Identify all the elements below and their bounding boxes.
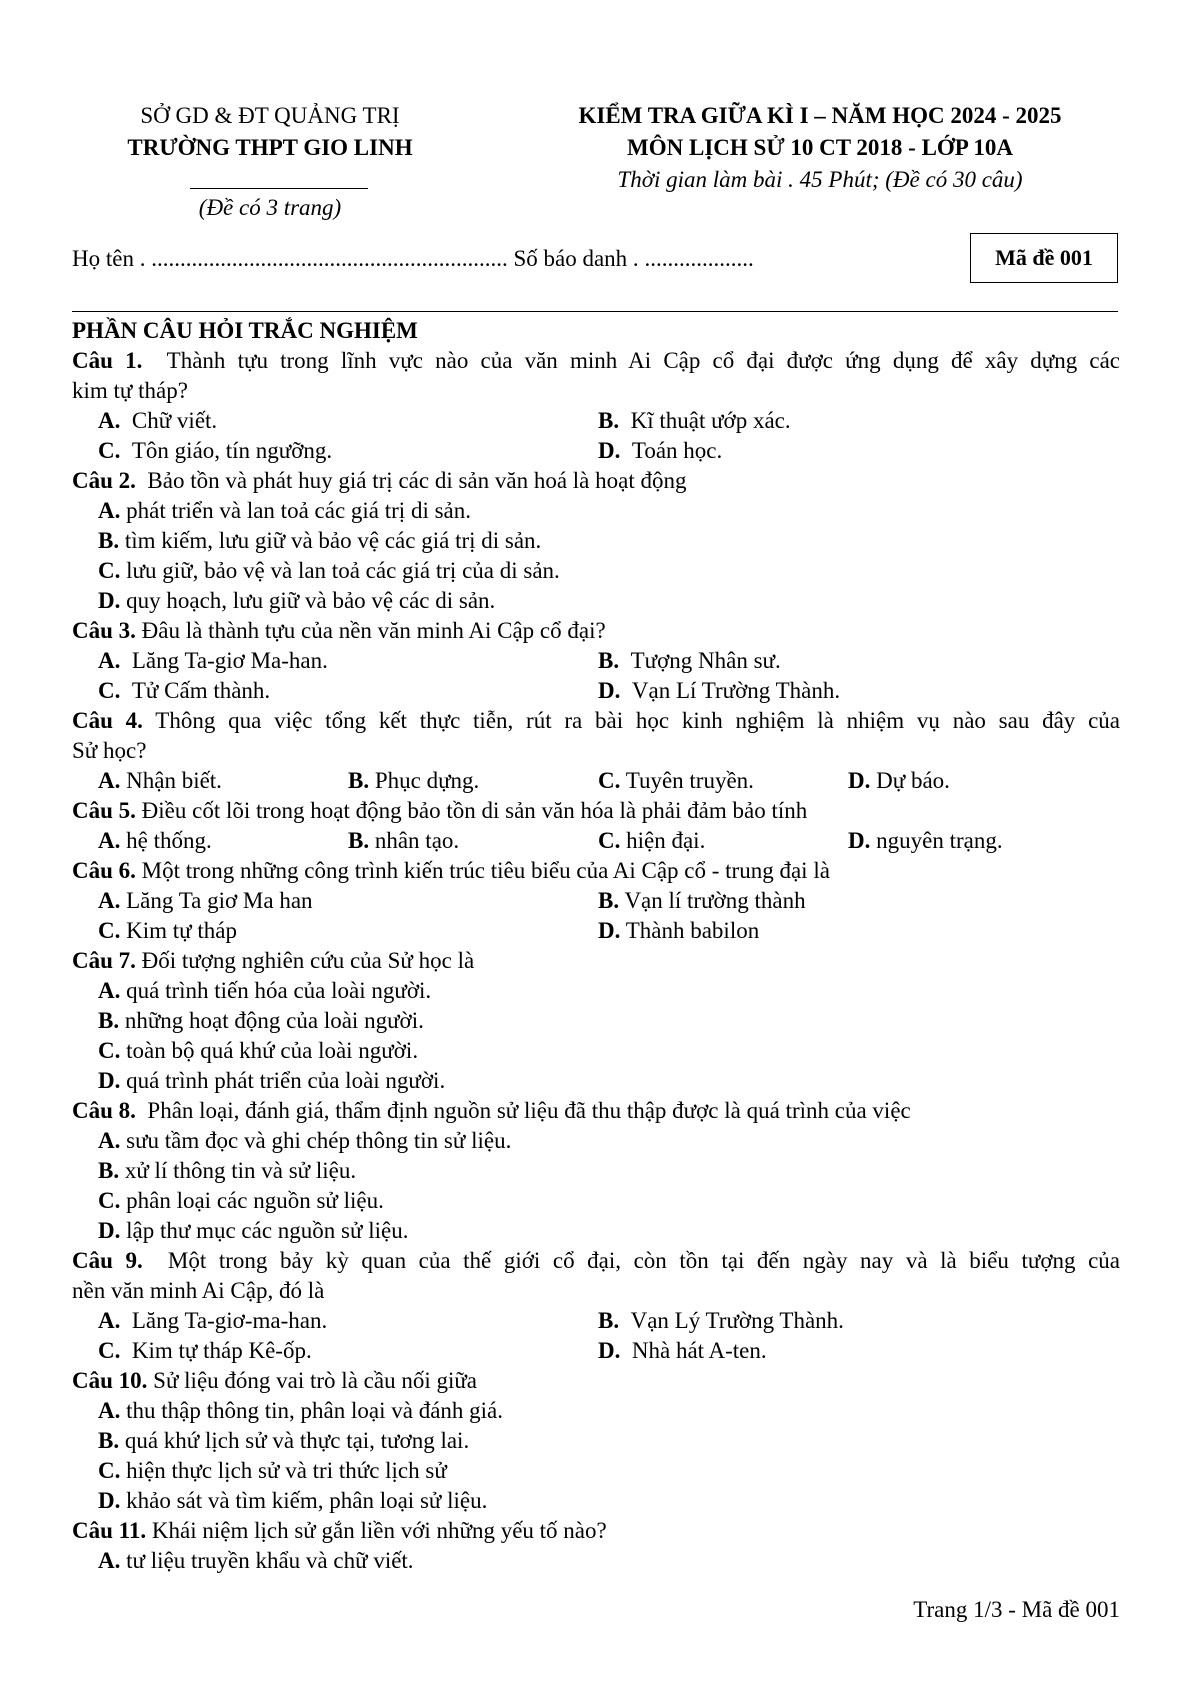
- question-3-options-row-1: [72, 646, 1120, 676]
- name-label: Họ tên .: [72, 246, 146, 271]
- option-d[interactable]: D. Nhà hát A-ten.: [598, 1338, 767, 1363]
- question-5-stem: [72, 796, 1120, 826]
- option-b[interactable]: B. Vạn Lý Trường Thành.: [598, 1308, 844, 1333]
- option-b[interactable]: B. Kĩ thuật ướp xác.: [598, 408, 791, 433]
- question-text: Khái niệm lịch sử gắn liền với những yếu tố nào?: [151, 1518, 607, 1543]
- question-text: Sử liệu đóng vai trò là cầu nối giữa: [153, 1368, 478, 1393]
- question-7-stem: [72, 946, 1120, 976]
- option-d[interactable]: D. quy hoạch, lưu giữ và bảo vệ các di sản.: [98, 588, 496, 613]
- option-c[interactable]: C. hiện đại.: [598, 828, 706, 853]
- section-title: PHẦN CÂU HỎI TRẮC NGHIỆM: [72, 318, 418, 343]
- option-a[interactable]: A. phát triển và lan toả các giá trị di sản.: [98, 498, 471, 523]
- question-3-stem: [72, 616, 1120, 646]
- option-a[interactable]: A. Lăng Ta giơ Ma han: [98, 888, 313, 913]
- option-d[interactable]: D. khảo sát và tìm kiếm, phân loại sử liệu.: [98, 1488, 488, 1513]
- option-b[interactable]: B. Phục dựng.: [348, 768, 480, 793]
- option-a[interactable]: A. Nhận biết.: [98, 768, 222, 793]
- question-text: Điều cốt lõi trong hoạt động bảo tồn di sản văn hóa là phải đảm bảo tính: [141, 798, 808, 823]
- question-1-stem: [72, 346, 1120, 376]
- option-d[interactable]: D. Toán học.: [598, 438, 723, 463]
- option-c[interactable]: C. Kim tự tháp: [98, 918, 237, 943]
- question-number: Câu 7.: [72, 948, 136, 973]
- option-a[interactable]: A. Lăng Ta-giơ Ma-han.: [98, 648, 328, 673]
- option-d[interactable]: D. quá trình phát triển của loài người.: [98, 1068, 446, 1093]
- question-number: Câu 4.: [72, 708, 143, 733]
- time-note: Thời gian làm bài . 45 Phút; (Đề có 30 câu): [617, 167, 1023, 192]
- exam-title: KIỂM TRA GIỮA KÌ I – NĂM HỌC 2024 - 2025: [578, 103, 1062, 128]
- question-text: Thành tựu trong lĩnh vực nào của văn minh Ai Cập cổ đại được ứng dụng để xây dựng các: [166, 348, 1121, 373]
- option-c[interactable]: C. hiện thực lịch sử và tri thức lịch sử: [98, 1458, 447, 1483]
- option-a[interactable]: A. quá trình tiến hóa của loài người.: [98, 978, 432, 1003]
- option-c[interactable]: C. phân loại các nguồn sử liệu.: [98, 1188, 384, 1213]
- question-4-stem: [72, 706, 1120, 736]
- department-name: SỞ GD & ĐT QUẢNG TRỊ: [140, 103, 400, 128]
- question-9-stem-cont: nền văn minh Ai Cập, đó là: [72, 1278, 325, 1303]
- question-text: Đối tượng nghiên cứu của Sử học là: [141, 948, 475, 973]
- option-c[interactable]: C. Tuyên truyền.: [598, 768, 754, 793]
- question-9-stem: [72, 1246, 1120, 1276]
- option-b[interactable]: B. Vạn lí trường thành: [598, 888, 806, 913]
- name-field[interactable]: ..............................................................: [151, 246, 508, 271]
- question-4-stem-cont: Sử học?: [72, 738, 147, 763]
- exam-header: [520, 100, 1120, 196]
- option-c[interactable]: C. Tôn giáo, tín ngưỡng.: [98, 438, 333, 463]
- question-6-stem: [72, 856, 1120, 886]
- student-id-field[interactable]: ...................: [644, 246, 754, 271]
- question-number: Câu 9.: [72, 1248, 143, 1273]
- question-text: Bảo tồn và phát huy giá trị các di sản văn hoá là hoạt động: [147, 468, 687, 493]
- question-10-stem: [72, 1366, 1120, 1396]
- question-text: Một trong bảy kỳ quan của thế giới cổ đại, còn tồn tại đến ngày nay và là biểu tượng của: [167, 1248, 1120, 1273]
- question-9-options-row-2: [72, 1336, 1120, 1366]
- question-1-stem-cont: kim tự tháp?: [72, 378, 188, 403]
- question-2-stem: [72, 466, 1120, 496]
- question-1-options-row-1: [72, 406, 1120, 436]
- option-c[interactable]: C. lưu giữ, bảo vệ và lan toả các giá trị của di sản.: [98, 558, 560, 583]
- school-header: [95, 100, 445, 164]
- option-d[interactable]: D. Vạn Lí Trường Thành.: [598, 678, 841, 703]
- question-1-options-row-2: [72, 436, 1120, 466]
- option-d[interactable]: D. lập thư mục các nguồn sử liệu.: [98, 1218, 409, 1243]
- question-6-options-row-1: [72, 886, 1120, 916]
- school-name: TRƯỜNG THPT GIO LINH: [127, 135, 413, 160]
- question-text: Thông qua việc tổng kết thực tiễn, rút ra bài học kinh nghiệm là nhiệm vụ nào sau đây của: [155, 708, 1120, 733]
- option-b[interactable]: B. những hoạt động của loài người.: [98, 1008, 424, 1033]
- option-a[interactable]: A. sưu tầm đọc và ghi chép thông tin sử liệu.: [98, 1128, 512, 1153]
- question-number: Câu 11.: [72, 1518, 147, 1543]
- option-b[interactable]: B. Tượng Nhân sư.: [598, 648, 781, 673]
- question-number: Câu 6.: [72, 858, 136, 883]
- option-a[interactable]: A. tư liệu truyền khẩu và chữ viết.: [98, 1548, 414, 1573]
- question-5-options: [72, 826, 1120, 856]
- option-d[interactable]: D. Thành babilon: [598, 918, 760, 943]
- option-a[interactable]: A. thu thập thông tin, phân loại và đánh giá.: [98, 1398, 503, 1423]
- option-b[interactable]: B. nhân tạo.: [348, 828, 460, 853]
- option-b[interactable]: B. xử lí thông tin và sử liệu.: [98, 1158, 357, 1183]
- option-b[interactable]: B. quá khứ lịch sử và thực tại, tương lai.: [98, 1428, 470, 1453]
- question-3-options-row-2: [72, 676, 1120, 706]
- option-a[interactable]: A. Chữ viết.: [98, 408, 218, 433]
- question-text: Một trong những công trình kiến trúc tiêu biểu của Ai Cập cổ - trung đại là: [141, 858, 830, 883]
- option-d[interactable]: D. nguyên trạng.: [848, 828, 1003, 853]
- question-list: [72, 316, 1120, 1576]
- option-b[interactable]: B. tìm kiếm, lưu giữ và bảo vệ các giá trị di sản.: [98, 528, 542, 553]
- question-number: Câu 3.: [72, 618, 136, 643]
- question-8-stem: [72, 1096, 1120, 1126]
- option-c[interactable]: C. toàn bộ quá khứ của loài người.: [98, 1038, 419, 1063]
- option-a[interactable]: A. hệ thống.: [98, 828, 212, 853]
- header-divider: [190, 188, 368, 189]
- question-11-stem: [72, 1516, 1120, 1546]
- page-count-note: (Đề có 3 trang): [198, 195, 342, 220]
- option-c[interactable]: C. Kim tự tháp Kê-ốp.: [98, 1338, 312, 1363]
- question-9-options-row-1: [72, 1306, 1120, 1336]
- section-divider: [72, 311, 1118, 312]
- question-text: Phân loại, đánh giá, thẩm định nguồn sử liệu đã thu thập được là quá trình của việc: [147, 1098, 911, 1123]
- page-footer: Trang 1/3 - Mã đề 001: [913, 1597, 1120, 1622]
- question-number: Câu 2.: [72, 468, 136, 493]
- subject-title: MÔN LỊCH SỬ 10 CT 2018 - LỚP 10A: [627, 135, 1013, 160]
- question-number: Câu 8.: [72, 1098, 136, 1123]
- question-4-options: [72, 766, 1120, 796]
- question-number: Câu 5.: [72, 798, 136, 823]
- question-number: Câu 10.: [72, 1368, 148, 1393]
- exam-code-box: Mã đề 001: [970, 233, 1118, 283]
- option-d[interactable]: D. Dự báo.: [848, 768, 950, 793]
- option-a[interactable]: A. Lăng Ta-giơ-ma-han.: [98, 1308, 328, 1333]
- option-c[interactable]: C. Tử Cấm thành.: [98, 678, 271, 703]
- question-text: Đâu là thành tựu của nền văn minh Ai Cập cổ đại?: [141, 618, 606, 643]
- student-info-row: [72, 244, 754, 274]
- question-number: Câu 1.: [72, 348, 143, 373]
- student-id-label: Số báo danh .: [513, 246, 639, 271]
- question-6-options-row-2: [72, 916, 1120, 946]
